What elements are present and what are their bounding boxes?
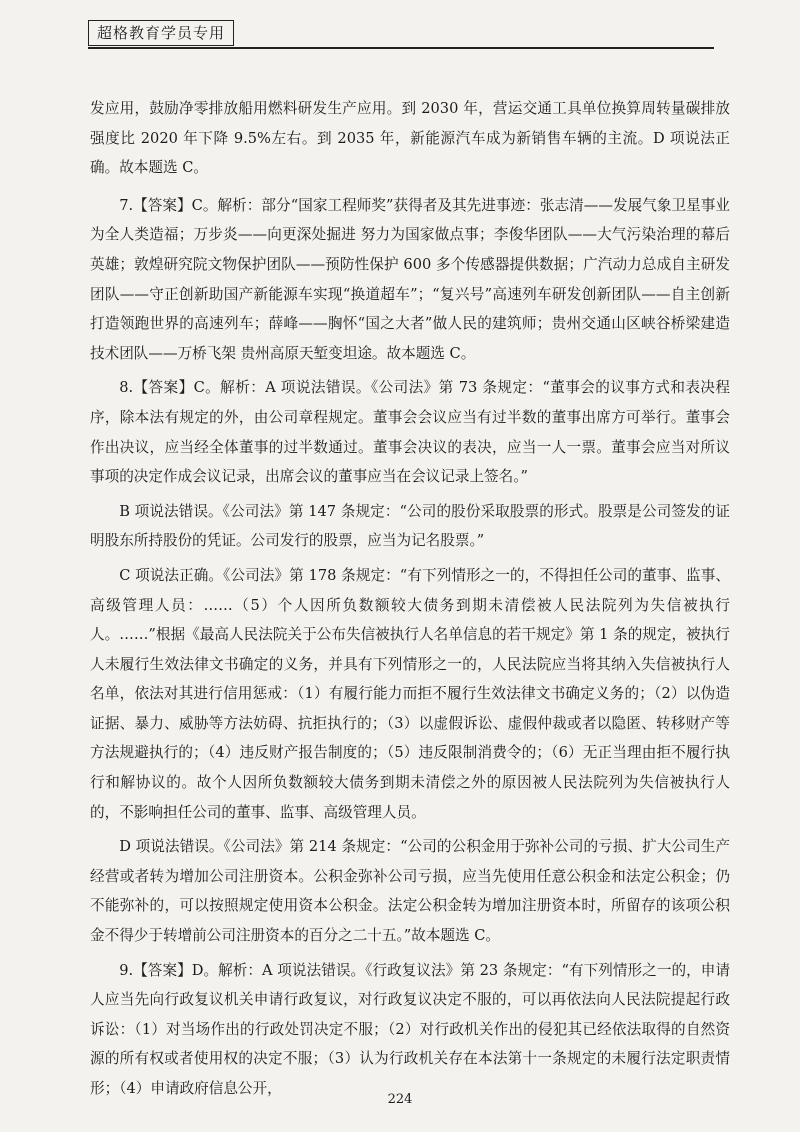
answer-8-option-b: B 项说法错误。《公司法》第 147 条规定：“公司的股份采取股票的形式。股票是公司签发的证明股东所持股份的凭证。公司发行的股票，应当为记名股票。”	[90, 502, 730, 550]
header-label: 超格教育学员专用	[88, 20, 234, 46]
page-body	[90, 94, 730, 1109]
page-number: 224	[387, 1092, 413, 1107]
answer-8-option-d: D 项说法错误。《公司法》第 214 条规定：“公司的公积金用于弥补公司的亏损、扩大公司生产经营或者转为增加公司注册资本。公积金弥补公司亏损，应当先使用任意公积金和法定公积金；仍不能弥补的，可以按照规定使用资本公积金。法定公积金转为增加注册资本时，所留存的该项公积金不得少于转增前公司注册资本的百分之二十五。”故本题选 C。	[90, 838, 730, 945]
answer-8-option-c: C 项说法正确。《公司法》第 178 条规定：“有下列情形之一的，不得担任公司的董事、监事、高级管理人员：……（5）个人因所负数额较大债务到期未清偿被人民法院列为失信被执行人。……”根据《最高人民法院关于公布失信被执行人名单信息的若干规定》第 1 条的规定，被执行人未履行生效法律文书确定的义务，并具有下列情形之一的，人民法院应当将其纳入失信被执行人名单，依法对其进行信用惩戒：（1）有履行能力而拒不履行生效法律文书确定义务的；（2）以伪造证据、暴力、威胁等方法妨碍、抗拒执行的；（3）以虚假诉讼、虚假仲裁或者以隐匿、转移财产等方法规避执行的；（4）违反财产报告制度的；（5）违反限制消费令的；（6）无正当理由拒不履行执行和解协议的。故个人因所负数额较大债务到期未清偿之外的原因被人民法院列为失信被执行人的，不影响担任公司的董事、监事、高级管理人员。	[90, 566, 730, 821]
paragraph-continuation: 发应用，鼓励净零排放船用燃料研发生产应用。到 2030 年，营运交通工具单位换算周转量碳排放强度比 2020 年下降 9.5%左右。到 2035 年，新能源汽车成为新销售车辆的主流。D 项说法正确。故本题选 C。	[90, 100, 730, 177]
header-divider	[88, 47, 714, 49]
answer-7-paragraph: 7.【答案】C。解析：部分“国家工程师奖”获得者及其先进事迹：张志清——发展气象卫星事业 为全人类造福；万步炎——向更深处掘进 努力为国家做点事；李俊华团队——大气污染治理的幕后英雄；敦煌研究院文物保护团队——预防性保护 600 多个传感器提供数据；广汽动力总成自主研发团队——守正创新助国产新能源车实现“换道超车”；“复兴号”高速列车研发创新团队——自主创新 打造领跑世界的高速列车；薛峰——胸怀“国之大者”做人民的建筑师；贵州交通山区峡谷桥梁建造技术团队——万桥飞架 贵州高原天堑变坦途。故本题选 C。	[90, 196, 730, 362]
answer-8-paragraph: 8.【答案】C。解析：A 项说法错误。《公司法》第 73 条规定：“董事会的议事方式和表决程序，除本法有规定的外，由公司章程规定。董事会会议应当有过半数的董事出席方可举行。董事会作出决议，应当经全体董事的过半数通过。董事会决议的表决，应当一人一票。董事会应当对所议事项的决定作成会议记录，出席会议的董事应当在会议记录上签名。”	[90, 379, 730, 486]
answer-9-paragraph: 9.【答案】D。解析：A 项说法错误。《行政复议法》第 23 条规定：“有下列情形之一的，申请人应当先向行政复议机关申请行政复议，对行政复议决定不服的，可以再依法向人民法院提起行政诉讼：（1）对当场作出的行政处罚决定不服；（2）对行政机关作出的侵犯其已经依法取得的自然资源的所有权或者使用权的决定不服；（3）认为行政机关存在本法第十一条规定的未履行法定职责情形；（4）申请政府信息公开，	[90, 961, 730, 1097]
